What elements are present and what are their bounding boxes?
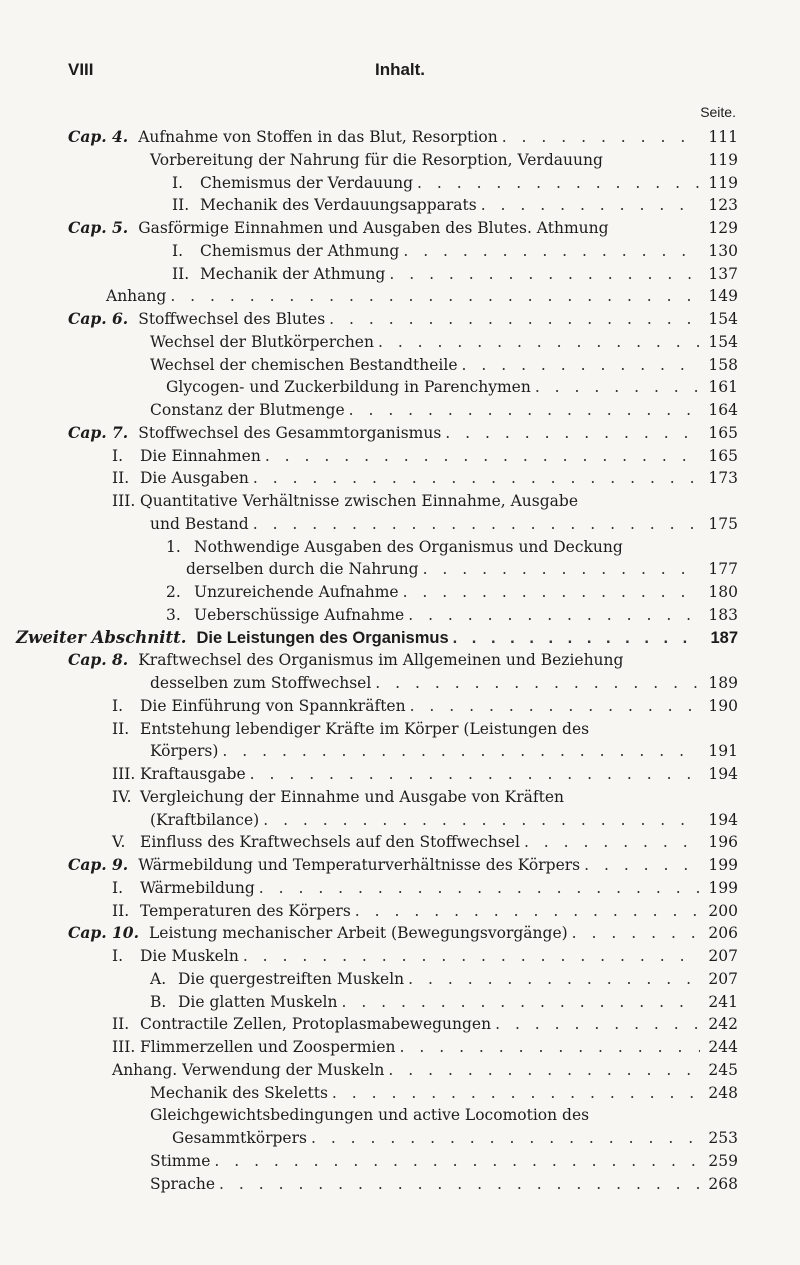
- entry-page-number: 129: [708, 219, 738, 237]
- entry-title: Die glatten Muskeln: [178, 992, 338, 1011]
- entry-number: I.: [112, 947, 124, 965]
- dot-leader: [250, 763, 700, 785]
- entry-title: Wärmebildung und Temperaturverhältnisse des Körpers: [138, 856, 581, 874]
- toc-entry[interactable]: [172, 172, 738, 194]
- entry-page-number: 191: [708, 742, 738, 761]
- entry-title: Die quergestreiften Muskeln: [178, 969, 405, 988]
- page-number: VIII: [68, 60, 94, 79]
- entry-page-number: 259: [708, 1151, 738, 1170]
- entry-title: Kraftwechsel des Organismus im Allgemeinen und Beziehung: [138, 651, 624, 670]
- chapter-label: Cap. 10.: [68, 923, 139, 943]
- entry-page-number: 194: [708, 810, 738, 829]
- toc-entry[interactable]: [112, 718, 738, 740]
- entry-page-number: 149: [708, 287, 738, 306]
- entry-page-number: 199: [708, 856, 738, 874]
- toc-entry[interactable]: [166, 536, 738, 558]
- toc-entry[interactable]: [112, 763, 738, 785]
- entry-title: Die Einführung von Spannkräften: [140, 696, 406, 715]
- entry-number: A.: [150, 969, 167, 988]
- entry-page-number: 244: [708, 1038, 738, 1056]
- dot-leader: [378, 331, 700, 353]
- entry-number: II.: [112, 901, 130, 920]
- entry-number: II.: [112, 1015, 130, 1034]
- dot-leader: [502, 126, 700, 148]
- toc-entry[interactable]: [68, 854, 738, 876]
- entry-page-number: 161: [708, 378, 738, 397]
- toc-entry[interactable]: [166, 604, 738, 626]
- entry-page-number: 123: [708, 196, 738, 215]
- entry-title: Stoffwechsel des Blutes: [138, 310, 326, 328]
- toc-entry[interactable]: [150, 399, 738, 421]
- toc-entry[interactable]: [16, 627, 738, 649]
- toc-entry[interactable]: [150, 1082, 738, 1104]
- toc-entry[interactable]: [150, 1173, 738, 1195]
- entry-title: Die Einnahmen: [140, 446, 261, 465]
- dot-leader: [410, 695, 700, 717]
- entry-page-number: 200: [708, 901, 738, 920]
- entry-page-number: 165: [708, 446, 738, 465]
- toc-entry[interactable]: [150, 809, 738, 831]
- dot-leader: [417, 172, 700, 194]
- dot-leader: [341, 991, 700, 1013]
- dot-leader: [311, 1127, 700, 1149]
- entry-number: I.: [112, 696, 124, 715]
- toc-entry[interactable]: [112, 900, 738, 922]
- toc-entry[interactable]: [112, 467, 738, 489]
- entry-number: I.: [112, 878, 124, 897]
- dot-leader: [214, 1150, 700, 1172]
- toc-entry[interactable]: [172, 1127, 738, 1149]
- entry-number: 2.: [166, 583, 181, 601]
- toc-entry[interactable]: [166, 376, 738, 398]
- entry-title: Vorbereitung der Nahrung für die Resorption, Verdauung: [150, 150, 603, 169]
- entry-title: Gleichgewichtsbedingungen und active Locomotion des: [150, 1106, 590, 1125]
- entry-number: I.: [112, 446, 124, 465]
- toc-entry[interactable]: [112, 695, 738, 717]
- toc-entry[interactable]: [106, 285, 738, 307]
- entry-page-number: 253: [708, 1129, 738, 1147]
- dot-leader: [403, 240, 700, 262]
- toc-entry[interactable]: [112, 877, 738, 899]
- entry-page-number: 154: [708, 332, 738, 351]
- entry-title: Temperaturen des Körpers: [140, 901, 351, 920]
- dot-leader: [349, 399, 700, 421]
- chapter-label: Zweiter Abschnitt.: [16, 627, 187, 647]
- entry-title: Einfluss des Kraftwechsels auf den Stoffwechsel: [140, 833, 520, 852]
- entry-page-number: 268: [708, 1174, 738, 1193]
- toc-entry[interactable]: [150, 991, 738, 1013]
- toc-entry[interactable]: [112, 445, 738, 467]
- dot-leader: [389, 263, 700, 285]
- entry-page-number: 119: [708, 173, 738, 192]
- entry-number: II.: [112, 469, 130, 488]
- entry-page-number: 177: [708, 560, 738, 579]
- toc-entry[interactable]: [150, 354, 738, 376]
- entry-title: (Kraftbilance): [150, 810, 260, 829]
- entry-page-number: 137: [708, 264, 738, 283]
- dot-leader: [253, 513, 700, 535]
- entry-page-number: 173: [708, 469, 738, 488]
- entry-number: III.: [112, 1038, 136, 1056]
- entry-title: Ueberschüssige Aufnahme: [194, 605, 405, 624]
- entry-title: Chemismus der Athmung: [200, 241, 400, 260]
- entry-page-number: 199: [708, 878, 738, 897]
- toc-entry[interactable]: [68, 308, 738, 330]
- toc-entry[interactable]: [150, 331, 738, 353]
- dot-leader: [408, 604, 700, 626]
- entry-number: B.: [150, 992, 167, 1011]
- toc-entry[interactable]: [112, 945, 738, 967]
- chapter-label: Cap. 7.: [68, 422, 129, 442]
- dot-leader: [253, 467, 700, 489]
- dot-leader: [222, 740, 700, 762]
- toc-entry[interactable]: [112, 1059, 738, 1081]
- dot-leader: [388, 1059, 700, 1081]
- entry-page-number: 154: [708, 310, 738, 328]
- dot-leader: [170, 285, 700, 307]
- entry-title: Vergleichung der Einnahme und Ausgabe von Kräften: [140, 787, 565, 806]
- entry-page-number: 190: [708, 696, 738, 715]
- entry-title: Kraftausgabe: [140, 765, 246, 783]
- entry-page-number: 196: [708, 833, 738, 852]
- entry-title: Entstehung lebendiger Kräfte im Körper (Leistungen des: [140, 719, 590, 738]
- entry-title: Constanz der Blutmenge: [150, 401, 345, 419]
- dot-leader: [423, 558, 700, 580]
- dot-leader: [263, 809, 700, 831]
- dot-leader: [495, 1013, 700, 1035]
- entry-title: und Bestand: [150, 514, 249, 533]
- entry-number: 3.: [166, 605, 181, 624]
- toc-entry[interactable]: [68, 649, 738, 671]
- toc-entry[interactable]: [166, 581, 738, 603]
- toc-entry[interactable]: [112, 831, 738, 853]
- dot-leader: [259, 877, 700, 899]
- entry-title: Die Muskeln: [140, 947, 239, 965]
- entry-title: Leistung mechanischer Arbeit (Bewegungsvorgänge): [148, 924, 568, 943]
- entry-number: I.: [172, 241, 184, 260]
- entry-page-number: 165: [708, 423, 738, 442]
- chapter-label: Cap. 4.: [68, 127, 129, 146]
- entry-page-number: 245: [708, 1060, 738, 1079]
- entry-title: Mechanik des Verdauungsapparats: [200, 196, 477, 215]
- dot-leader: [462, 354, 700, 376]
- entry-page-number: 194: [708, 765, 738, 783]
- dot-leader: [403, 581, 700, 603]
- chapter-label: Cap. 5.: [68, 218, 129, 237]
- entry-number: IV.: [112, 787, 132, 806]
- dot-leader: [535, 376, 700, 398]
- entry-title: Körpers): [150, 742, 219, 761]
- toc-entry[interactable]: [172, 240, 738, 262]
- page-title: Inhalt.: [374, 60, 426, 79]
- chapter-label: Cap. 8.: [68, 650, 129, 670]
- entry-title: Stimme: [150, 1151, 211, 1170]
- entry-page-number: 158: [708, 355, 738, 374]
- toc-entry[interactable]: [150, 513, 738, 535]
- entry-number: V.: [112, 833, 126, 852]
- dot-leader: [355, 900, 700, 922]
- entry-title: Sprache: [150, 1174, 216, 1193]
- entry-page-number: 111: [708, 128, 738, 146]
- entry-page-number: 207: [708, 969, 738, 988]
- entry-page-number: 164: [708, 401, 738, 419]
- toc-entry[interactable]: [112, 786, 738, 808]
- dot-leader: [243, 945, 700, 967]
- entry-page-number: 241: [708, 992, 738, 1011]
- entry-title: Glycogen- und Zuckerbildung in Parenchymen: [166, 378, 531, 397]
- entry-page-number: 119: [708, 150, 738, 169]
- entry-page-number: 248: [708, 1083, 738, 1102]
- entry-page-number: 175: [708, 514, 738, 533]
- entry-page-number: 206: [708, 924, 738, 943]
- toc-entry[interactable]: [150, 968, 738, 990]
- dot-leader: [481, 194, 700, 216]
- toc-entry[interactable]: [68, 922, 738, 944]
- entry-title: derselben durch die Nahrung: [186, 560, 419, 579]
- entry-number: I.: [172, 173, 184, 192]
- entry-page-number: 183: [708, 605, 738, 624]
- entry-title: desselben zum Stoffwechsel: [150, 674, 372, 692]
- entry-title: Unzureichende Aufnahme: [194, 583, 399, 601]
- toc-entry[interactable]: [186, 558, 738, 580]
- dot-leader: [375, 672, 700, 694]
- toc-entry[interactable]: [112, 1013, 738, 1035]
- entry-page-number: 207: [708, 947, 738, 965]
- entry-title: Aufnahme von Stoffen in das Blut, Resorption: [138, 128, 498, 146]
- entry-number: III.: [112, 492, 136, 510]
- entry-title: Wechsel der chemischen Bestandtheile: [150, 355, 458, 374]
- entry-title: Anhang. Verwendung der Muskeln: [112, 1060, 385, 1079]
- chapter-label: Cap. 9.: [68, 855, 129, 874]
- dot-leader: [408, 968, 700, 990]
- page-column-label: Seite.: [700, 104, 736, 120]
- toc-entry[interactable]: [150, 149, 738, 171]
- dot-leader: [572, 922, 700, 944]
- toc-entry[interactable]: [68, 126, 738, 148]
- entry-page-number: 180: [708, 583, 738, 601]
- entry-title: Gesammtkörpers: [172, 1129, 307, 1147]
- entry-page-number: 189: [708, 674, 738, 692]
- entry-title: Die Leistungen des Organismus: [196, 628, 449, 647]
- toc-entry[interactable]: [68, 217, 738, 239]
- dot-leader: [453, 627, 700, 649]
- dot-leader: [332, 1082, 700, 1104]
- dot-leader: [584, 854, 700, 876]
- entry-number: II.: [112, 719, 130, 738]
- entry-title: Wechsel der Blutkörperchen: [150, 332, 374, 351]
- chapter-label: Cap. 6.: [68, 309, 129, 328]
- entry-title: Quantitative Verhältnisse zwischen Einnahme, Ausgabe: [140, 492, 578, 510]
- entry-page-number: 187: [710, 628, 738, 647]
- entry-page-number: 130: [708, 241, 738, 260]
- toc-entry[interactable]: [150, 740, 738, 762]
- entry-title: Chemismus der Verdauung: [200, 173, 414, 192]
- toc-entry[interactable]: [112, 1036, 738, 1058]
- entry-number: II.: [172, 264, 190, 283]
- toc-entry[interactable]: [150, 1104, 738, 1126]
- entry-number: 1.: [166, 537, 181, 556]
- entry-title: Gasförmige Einnahmen und Ausgaben des Blutes. Athmung: [138, 219, 609, 237]
- dot-leader: [219, 1173, 700, 1195]
- dot-leader: [445, 422, 700, 444]
- toc-entry[interactable]: [172, 194, 738, 216]
- toc-entry[interactable]: [150, 672, 738, 694]
- entry-title: Stoffwechsel des Gesammtorganismus: [138, 423, 442, 442]
- entry-title: Flimmerzellen und Zoospermien: [140, 1038, 396, 1056]
- dot-leader: [400, 1036, 700, 1058]
- dot-leader: [265, 445, 700, 467]
- entry-title: Mechanik des Skeletts: [150, 1083, 328, 1102]
- entry-title: Wärmebildung: [140, 878, 255, 897]
- toc-entry[interactable]: [150, 1150, 738, 1172]
- entry-title: Anhang: [106, 287, 167, 306]
- dot-leader: [524, 831, 700, 853]
- entry-number: III.: [112, 765, 136, 783]
- toc-entry[interactable]: [68, 422, 738, 444]
- entry-title: Mechanik der Athmung: [200, 264, 386, 283]
- toc-entry[interactable]: [112, 490, 738, 512]
- entry-number: II.: [172, 196, 190, 215]
- entry-title: Contractile Zellen, Protoplasmabewegungen: [140, 1015, 492, 1034]
- entry-page-number: 242: [708, 1015, 738, 1034]
- toc-entry[interactable]: [172, 263, 738, 285]
- dot-leader: [329, 308, 700, 330]
- entry-title: Nothwendige Ausgaben des Organismus und Deckung: [194, 537, 623, 556]
- entry-title: Die Ausgaben: [140, 469, 249, 488]
